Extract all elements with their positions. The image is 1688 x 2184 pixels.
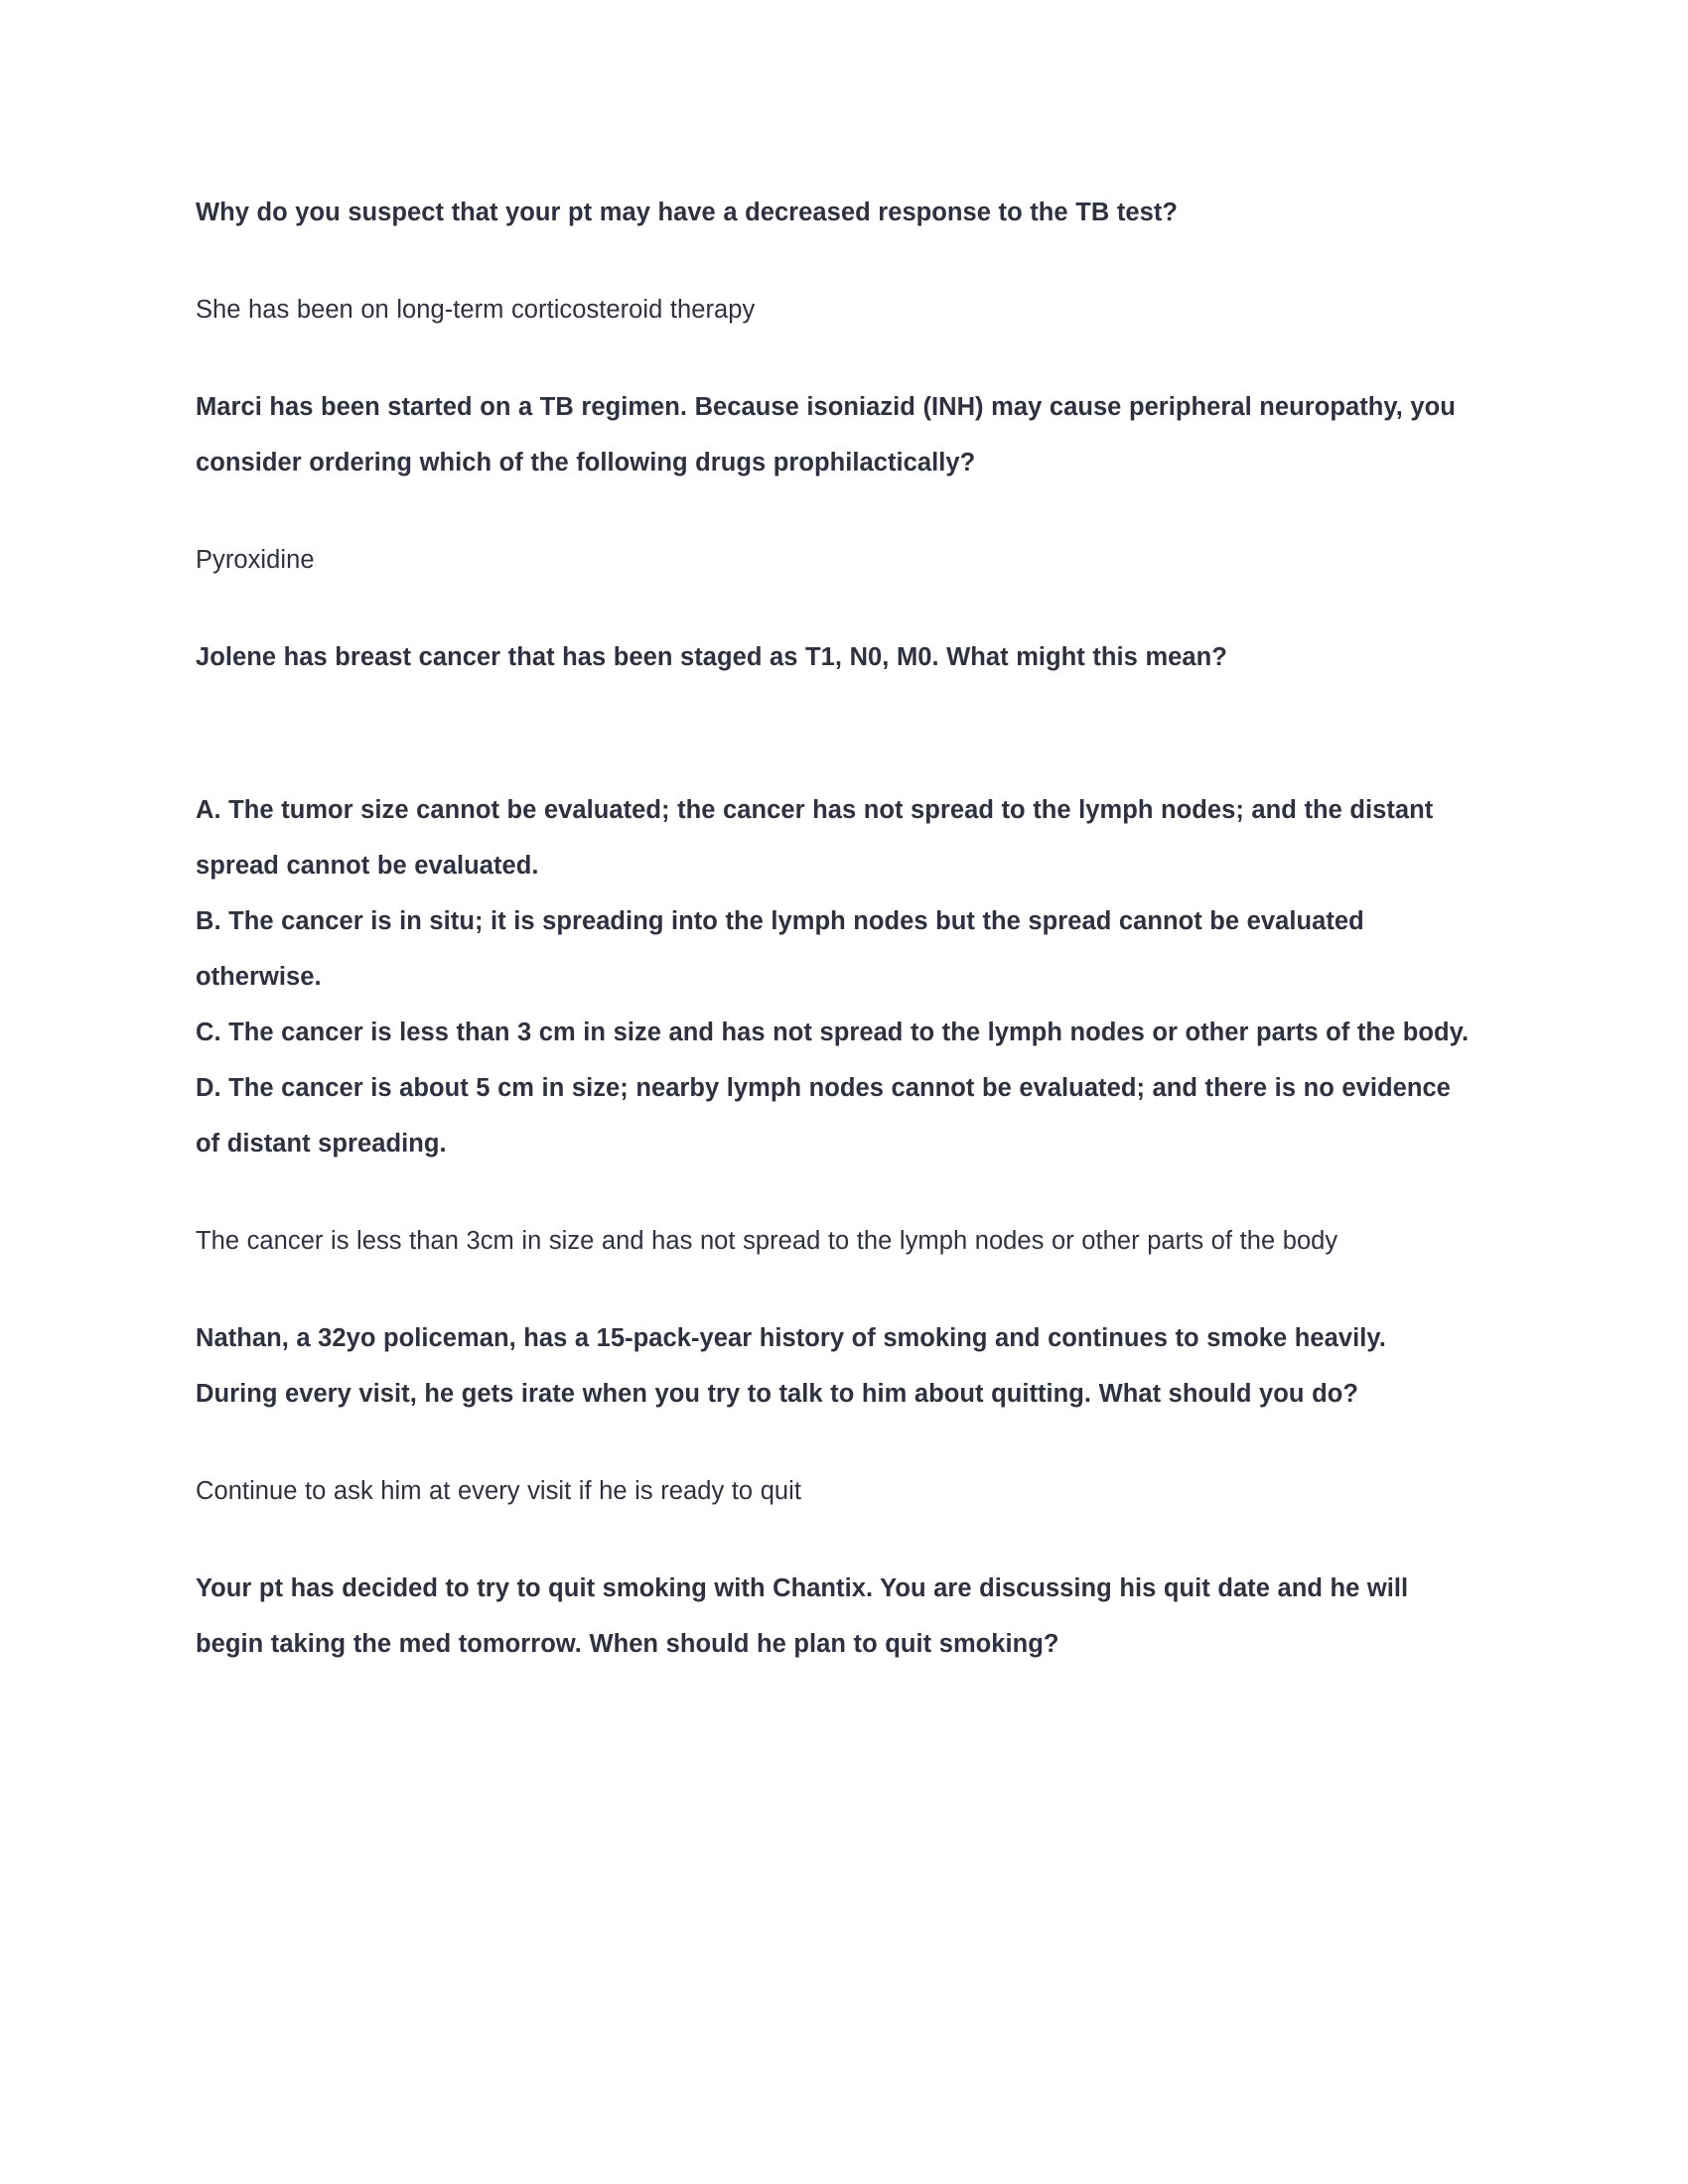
document-body: [196, 185, 1475, 1672]
question-tb-test-decreased-response: Why do you suspect that your pt may have a decreased response to the TB test?: [196, 199, 1178, 226]
option-b: B. The cancer is in situ; it is spreading into the lymph nodes but the spread cannot be evaluated otherwise.: [196, 907, 1364, 991]
answer-options-list: [196, 727, 1475, 1171]
option-d: D. The cancer is about 5 cm in size; nearby lymph nodes cannot be evaluated; and there is no evidence of distant spreading.: [196, 1074, 1451, 1158]
answer-ask-every-visit: Continue to ask him at every visit if he is ready to quit: [196, 1477, 802, 1505]
option-a: A. The tumor size cannot be evaluated; the cancer has not spread to the lymph nodes; and the distant spread cannot be evaluated.: [196, 796, 1434, 880]
question-inh-peripheral-neuropathy-prophylaxis: Marci has been started on a TB regimen. Because isoniazid (INH) may cause peripheral neuropathy, you consider ordering which of the following drugs prophilactically?: [196, 393, 1456, 477]
question-smoking-cessation-irate-patient: Nathan, a 32yo policeman, has a 15-pack-year history of smoking and continues to smoke heavily. During every visit, he gets irate when you try to talk to him about quitting. What should you do?: [196, 1324, 1386, 1408]
question-chantix-quit-date: Your pt has decided to try to quit smoking with Chantix. You are discussing his quit date and he will begin taking the med tomorrow. When should he plan to quit smoking?: [196, 1574, 1409, 1658]
question-breast-cancer-staging: Jolene has breast cancer that has been staged as T1, N0, M0. What might this mean?: [196, 643, 1227, 671]
answer-corticosteroid-therapy: She has been on long-term corticosteroid therapy: [196, 296, 756, 324]
answer-breast-cancer-staging: The cancer is less than 3cm in size and has not spread to the lymph nodes or other parts of the body: [196, 1227, 1338, 1255]
option-c: C. The cancer is less than 3 cm in size and has not spread to the lymph nodes or other parts of the body.: [196, 1019, 1470, 1046]
answer-pyroxidine: Pyroxidine: [196, 546, 315, 574]
